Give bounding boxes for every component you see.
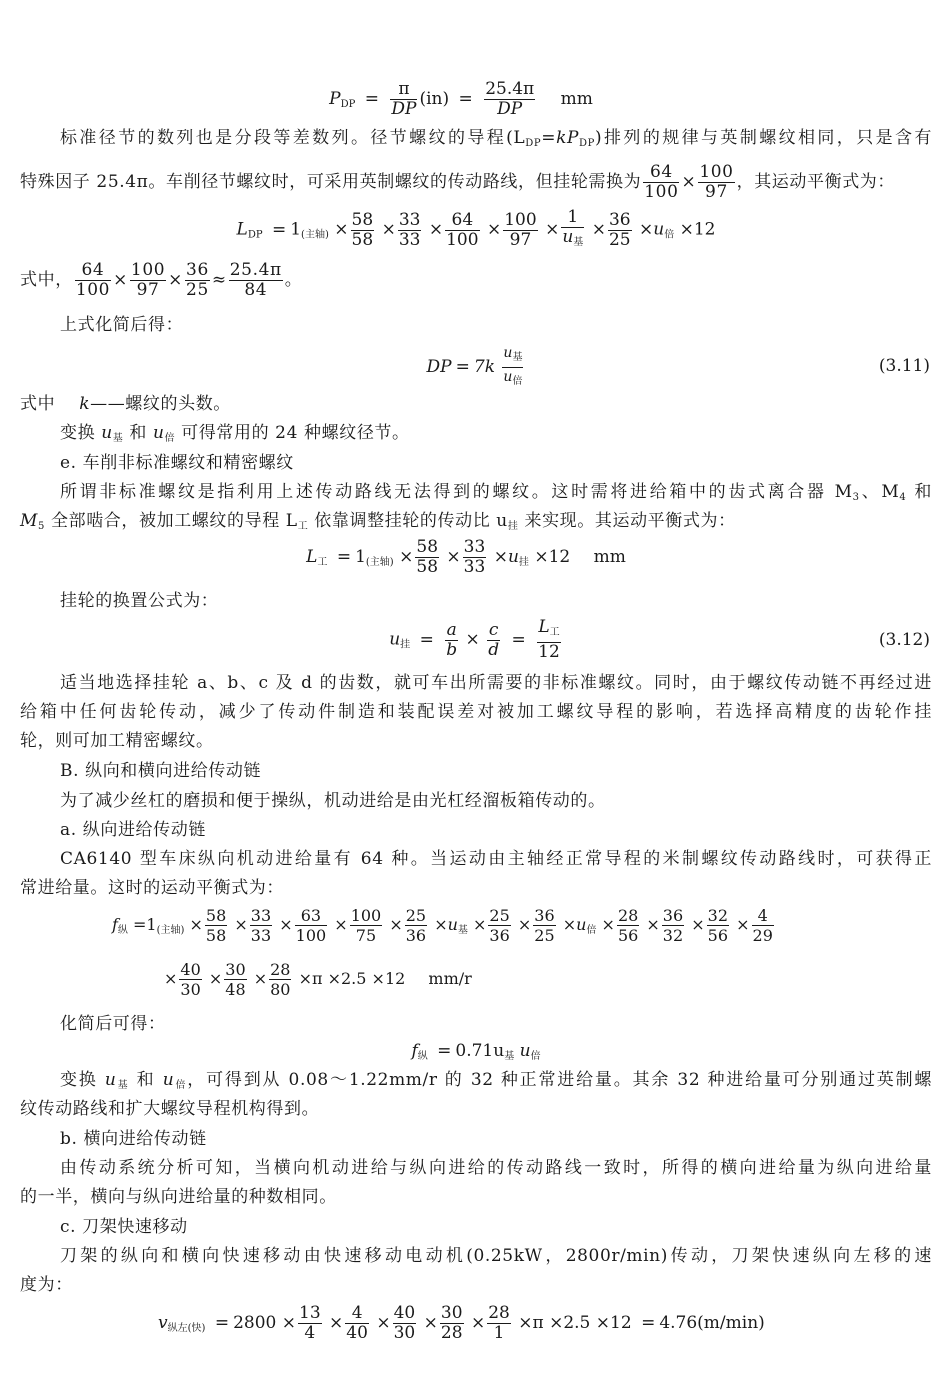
paragraph-line: $M_5$ 全部啮合，被加工螺纹的导程 $L_工$ 依靠调整挂轮的传动比 $u_挂$ 来实现。其运动平衡式为： (20, 511, 736, 532)
eq-symbol: P (329, 89, 341, 109)
section-heading: e. 车削非标准螺纹和精密螺纹 (60, 453, 294, 473)
eq-operator: = (458, 89, 473, 109)
paragraph: 变换 $u_基$ 和 $u_倍$，可得到从 0.08～1.22mm/r 的 32 种正常进给量。其余 32 种进给量可分别通过英制螺 (60, 1070, 932, 1091)
section-heading: a. 纵向进给传动链 (60, 820, 206, 840)
eq-subscript: DP (340, 99, 356, 110)
paragraph-line: 纹传动路线和扩大螺纹导程机构得到。 (20, 1099, 320, 1119)
paragraph: 由传动系统分析可知，当横向机动进给与纵向进给的传动路线一致时，所得的横向进给量为纵向进给量 (60, 1158, 932, 1178)
paragraph: 式中， $\frac{64}{100}$ × $\frac{100}{97}$ × $\frac{36}{25}$ ≈ $\frac{25.4\pi}{84}$ 。 (20, 260, 303, 300)
fraction: $\frac{100}{97}$ (699, 162, 734, 202)
equation-ug: $u_挂$ = $\frac{a}{b}$ × $\frac{c}{d}$ = $\frac{L_工}{12}$ (3.12) (389, 617, 930, 662)
equation-ldp: $L_{DP} = 1$(主轴) × $\frac{58}{58}$ × $\frac{33}{33}$ × $\frac{64}{100}$ × $\frac{100}{97}$ × $\frac{1}{u_基}$ × $\frac{36}{25}$ $\times u_倍 \times 12$ (236, 207, 716, 250)
paragraph: 化简后可得： (60, 1014, 166, 1034)
fraction: $\frac{\pi}{DP}$ (391, 79, 417, 119)
eq-unit: (in) (419, 89, 450, 109)
paragraph-line: 度为： (20, 1275, 73, 1295)
paragraph-line: 轮，则可加工精密螺纹。 (20, 731, 214, 751)
equation-pdp (20, 80, 932, 120)
equation-lg: $L_工 = 1$(主轴) × $\frac{58}{58}$ × $\frac{33}{33}$ $\times u_挂 \times 12$ mm (306, 537, 626, 577)
equation-fz-simplified: $f_纵 = 0.71u_基$ $u_倍$ (411, 1041, 541, 1062)
equation-fz: $f_纵 =1$(主轴) × $\frac{58}{58}$ × $\frac{33}{33}$ × $\frac{63}{100}$ × $\frac{100}{75}$ × $\frac{25}{36}$ $\times u_基$ × $\frac{25}{36}$ × $\frac{36}{25}$ $\times u_倍$ × $\frac{28}{56}$ × $\frac{36}{32}$ × $\frac{32}{56}$ × $\frac{4}{29}$ (112, 906, 773, 945)
document-page (20, 0, 932, 1397)
paragraph: 标准径节的数列也是分段等差数列。径节螺纹的导程$(L_{DP}=kP_{DP})$排列的规律与英制螺纹相同，只是含有 (60, 128, 933, 149)
paragraph: 刀架的纵向和横向快速移动由快速移动电动机(0.25kW，2800r/min)传动，刀架快速纵向左移的速 (60, 1246, 932, 1266)
eq-unit: mm (560, 89, 593, 109)
section-heading: c. 刀架快速移动 (60, 1217, 188, 1237)
equation-v: $v_{纵左(快)} = 2800$ × $\frac{13}{4}$ × $\frac{4}{40}$ × $\frac{40}{30}$ × $\frac{30}{28}$ × $\frac{28}{1}$ ×π ×2.5 ×12 = 4.76(m/min) (158, 1303, 765, 1343)
paragraph: 适当地选择挂轮 a、b、c 及 d 的齿数，就可车出所需要的非标准螺纹。同时，由于螺纹传动链不再经过进 (60, 673, 932, 693)
paragraph-line: 特殊因子 25.4π。车削径节螺纹时，可采用英制螺纹的传动路线，但挂轮需换为 $\frac{64}{100}$ × $\frac{100}{97}$ ，其运动平衡式为： (20, 162, 895, 202)
paragraph: 式中 k——螺纹的头数。 (20, 394, 231, 414)
paragraph-line: 的一半，横向与纵向进给量的种数相同。 (20, 1187, 337, 1207)
equation-number: (3.11) (878, 356, 930, 376)
paragraph: 挂轮的换置公式为： (60, 591, 219, 611)
paragraph: CA6140 型车床纵向机动进给量有 64 种。当运动由主轴经正常导程的米制螺纹传动路线时，可获得正 (60, 849, 932, 869)
section-heading: b. 横向进给传动链 (60, 1129, 207, 1149)
paragraph: 为了减少丝杠的磨损和便于操纵，机动进给是由光杠经溜板箱传动的。 (60, 791, 606, 811)
equation-fz-line2: × $\frac{40}{30}$ × $\frac{30}{48}$ × $\frac{28}{80}$ ×π ×2.5 ×12 mm/r (164, 960, 472, 999)
section-heading: B. 纵向和横向进给传动链 (60, 761, 262, 781)
equation-number: (3.12) (878, 630, 930, 650)
paragraph: 上式化简后得： (60, 315, 184, 335)
paragraph: 所谓非标准螺纹是指利用上述传动路线无法得到的螺纹。这时需将进给箱中的齿式离合器 $M_3$、$M_4$ 和 (60, 482, 933, 503)
paragraph: 变换 $u_基$ 和 $u_倍$ 可得常用的 24 种螺纹径节。 (60, 423, 410, 444)
eq-operator: = (364, 89, 379, 109)
paragraph-line: 常进给量。这时的运动平衡式为： (20, 878, 284, 898)
fraction: $\frac{25.4\pi}{DP}$ (485, 79, 535, 119)
paragraph-line: 给箱中任何齿轮传动，减少了传动件制造和装配误差对被加工螺纹导程的影响，若选择高精度的齿轮作挂 (20, 702, 932, 722)
equation-dp: DP = 7k $\frac{u_基}{u_倍}$ (3.11) (426, 345, 930, 387)
fraction: $\frac{64}{100}$ (644, 162, 679, 202)
